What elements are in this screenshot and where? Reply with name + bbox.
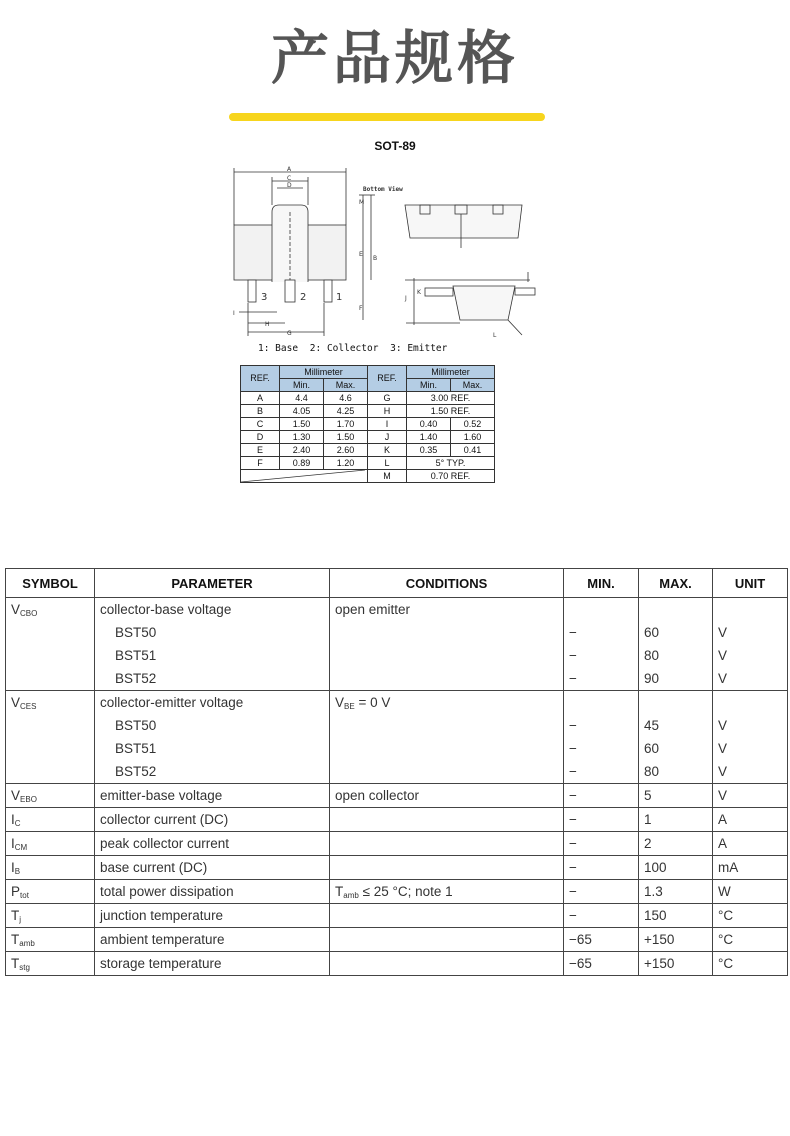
dim-max-cell: 1.20 xyxy=(324,457,368,470)
parameter-cell: emitter-base voltage xyxy=(95,784,330,808)
pin-legend-emitter: 3: Emitter xyxy=(390,343,448,354)
conditions-cell xyxy=(330,691,564,715)
spec-row xyxy=(6,621,788,644)
dim-min-cell: 1.30 xyxy=(280,431,324,444)
parameter-cell: collector current (DC) xyxy=(95,808,330,832)
dim-ref-cell: H xyxy=(368,405,407,418)
spec-row xyxy=(6,784,788,808)
max-cell xyxy=(639,691,713,715)
conditions-header: CONDITIONS xyxy=(330,569,564,598)
dim-row xyxy=(241,470,495,483)
symbol-letter: I xyxy=(11,811,15,827)
pin-number-1: 1 xyxy=(336,292,343,303)
spec-row xyxy=(6,691,788,715)
dim-ref-cell: B xyxy=(241,405,280,418)
dim-ref-header: REF. xyxy=(241,366,280,392)
dim-unit-header: Millimeter xyxy=(280,366,368,379)
max-cell: 5 xyxy=(639,784,713,808)
symbol-subscript: EBO xyxy=(20,794,37,804)
min-cell xyxy=(564,691,639,715)
parameter-cell: junction temperature xyxy=(95,904,330,928)
parameter-cell: ambient temperature xyxy=(95,928,330,952)
pin-legend-collector: 2: Collector xyxy=(309,343,379,354)
unit-header: UNIT xyxy=(713,569,788,598)
dim-value-cell: 3.00 REF. xyxy=(407,392,495,405)
conditions-cell xyxy=(330,928,564,952)
min-cell: − xyxy=(564,832,639,856)
dim-ref-cell: M xyxy=(368,470,407,483)
dim-min-cell: 4.05 xyxy=(280,405,324,418)
pin-legend xyxy=(258,343,453,354)
package-outline-drawing xyxy=(225,160,545,345)
parameter-cell: BST52 xyxy=(95,667,330,691)
spec-row xyxy=(6,714,788,737)
unit-cell: V xyxy=(713,644,788,667)
min-cell: −65 xyxy=(564,952,639,976)
dim-min-cell: 0.89 xyxy=(280,457,324,470)
max-cell: 1 xyxy=(639,808,713,832)
condition-text: V xyxy=(335,694,345,710)
max-cell: 90 xyxy=(639,667,713,691)
symbol-cell xyxy=(6,808,95,832)
unit-cell xyxy=(713,691,788,715)
parameter-cell: peak collector current xyxy=(95,832,330,856)
dim-max-header: Max. xyxy=(324,379,368,392)
unit-cell: V xyxy=(713,737,788,760)
symbol-cell xyxy=(6,880,95,904)
dim-letter-c: C xyxy=(287,175,292,182)
unit-cell: V xyxy=(713,714,788,737)
dim-max-cell: 1.70 xyxy=(324,418,368,431)
dim-max-cell: 1.50 xyxy=(324,431,368,444)
dim-ref-cell: E xyxy=(241,444,280,457)
conditions-cell xyxy=(330,856,564,880)
dim-letter-i: I xyxy=(233,310,235,317)
condition-subscript: amb xyxy=(343,890,359,900)
spec-row xyxy=(6,760,788,784)
dim-row xyxy=(241,444,495,457)
symbol-letter: T xyxy=(11,931,20,947)
pin-legend-base: 1: Base xyxy=(258,343,299,354)
max-cell: 100 xyxy=(639,856,713,880)
unit-cell: V xyxy=(713,760,788,784)
dim-min-cell: 0.40 xyxy=(407,418,451,431)
parameter-cell: BST51 xyxy=(95,644,330,667)
conditions-cell xyxy=(330,784,564,808)
parameter-cell: BST50 xyxy=(95,621,330,644)
min-cell: − xyxy=(564,856,639,880)
dim-min-header: Min. xyxy=(280,379,324,392)
min-cell: − xyxy=(564,621,639,644)
symbol-cell xyxy=(6,691,95,715)
bottom-view-label: Bottom View xyxy=(363,186,403,193)
dim-letter-f: F xyxy=(359,305,363,312)
max-cell: 2 xyxy=(639,832,713,856)
unit-cell: A xyxy=(713,808,788,832)
symbol-subscript: B xyxy=(14,866,21,876)
min-cell: − xyxy=(564,904,639,928)
dim-blank-cell xyxy=(241,470,368,483)
dim-min-header: Min. xyxy=(407,379,451,392)
spec-row xyxy=(6,644,788,667)
dim-max-header: Max. xyxy=(451,379,495,392)
symbol-subscript: amb xyxy=(19,938,35,948)
min-cell: − xyxy=(564,644,639,667)
parameter-cell: collector-emitter voltage xyxy=(95,691,330,715)
max-cell: 60 xyxy=(639,737,713,760)
min-cell: − xyxy=(564,784,639,808)
symbol-subscript: j xyxy=(19,914,22,924)
dim-letter-l: L xyxy=(493,332,497,339)
symbol-cell xyxy=(6,644,95,667)
parameter-cell: storage temperature xyxy=(95,952,330,976)
dim-min-cell: 0.35 xyxy=(407,444,451,457)
unit-cell: V xyxy=(713,667,788,691)
dim-ref-cell: C xyxy=(241,418,280,431)
symbol-subscript: CBO xyxy=(20,608,38,618)
dim-ref-cell: A xyxy=(241,392,280,405)
symbol-letter: I xyxy=(11,835,15,851)
spec-row xyxy=(6,808,788,832)
symbol-letter: V xyxy=(11,601,21,617)
min-cell: − xyxy=(564,667,639,691)
condition-rest: = 0 V xyxy=(354,694,391,710)
dim-letter-a: A xyxy=(287,166,292,173)
min-cell: − xyxy=(564,760,639,784)
conditions-cell xyxy=(330,621,564,644)
condition-text: open emitter xyxy=(335,601,411,617)
max-cell: +150 xyxy=(639,952,713,976)
symbol-subscript: stg xyxy=(19,962,30,972)
dim-ref-cell: J xyxy=(368,431,407,444)
symbol-cell xyxy=(6,784,95,808)
dim-letter-d: D xyxy=(287,182,292,189)
conditions-cell xyxy=(330,667,564,691)
conditions-cell xyxy=(330,952,564,976)
symbol-subscript: CM xyxy=(14,842,28,852)
dim-min-cell: 4.4 xyxy=(280,392,324,405)
spec-row xyxy=(6,928,788,952)
dim-letter-k: K xyxy=(417,289,421,296)
symbol-letter: T xyxy=(11,907,20,923)
condition-text: open collector xyxy=(335,787,420,803)
parameter-cell: base current (DC) xyxy=(95,856,330,880)
conditions-cell xyxy=(330,644,564,667)
symbol-cell xyxy=(6,621,95,644)
max-cell: 1.3 xyxy=(639,880,713,904)
dim-letter-m: M xyxy=(359,199,365,206)
dim-row xyxy=(241,405,495,418)
condition-text: T xyxy=(335,883,344,899)
symbol-cell xyxy=(6,737,95,760)
dim-value-cell: 5° TYP. xyxy=(407,457,495,470)
dim-row xyxy=(241,392,495,405)
symbol-subscript: C xyxy=(14,818,21,828)
min-header: MIN. xyxy=(564,569,639,598)
package-title: SOT-89 xyxy=(374,139,416,153)
conditions-cell xyxy=(330,832,564,856)
dim-row xyxy=(241,418,495,431)
symbol-letter: P xyxy=(11,883,21,899)
symbol-cell xyxy=(6,667,95,691)
conditions-cell xyxy=(330,714,564,737)
spec-row xyxy=(6,904,788,928)
title-underline xyxy=(229,113,545,121)
conditions-cell xyxy=(330,904,564,928)
spec-row xyxy=(6,880,788,904)
parameter-cell: collector-base voltage xyxy=(95,598,330,622)
min-cell xyxy=(564,598,639,622)
spec-table xyxy=(5,568,788,976)
dim-max-cell: 0.52 xyxy=(451,418,495,431)
max-header: MAX. xyxy=(639,569,713,598)
conditions-cell xyxy=(330,760,564,784)
symbol-cell xyxy=(6,760,95,784)
conditions-cell xyxy=(330,598,564,622)
max-cell: 150 xyxy=(639,904,713,928)
dim-letter-h: H xyxy=(265,321,270,328)
symbol-letter: T xyxy=(11,955,20,971)
dim-min-cell: 1.40 xyxy=(407,431,451,444)
unit-cell: °C xyxy=(713,928,788,952)
unit-cell xyxy=(713,598,788,622)
symbol-subscript: tot xyxy=(20,890,29,900)
dim-ref-cell: G xyxy=(368,392,407,405)
parameter-cell: BST50 xyxy=(95,714,330,737)
dim-value-cell: 1.50 REF. xyxy=(407,405,495,418)
max-cell xyxy=(639,598,713,622)
condition-rest: ≤ 25 °C; note 1 xyxy=(358,883,453,899)
dim-ref-cell: I xyxy=(368,418,407,431)
conditions-cell xyxy=(330,737,564,760)
dim-letter-g: G xyxy=(287,330,292,337)
conditions-cell xyxy=(330,808,564,832)
dim-letter-b: B xyxy=(373,255,378,262)
min-cell: − xyxy=(564,808,639,832)
max-cell: 80 xyxy=(639,644,713,667)
symbol-cell xyxy=(6,928,95,952)
page-title: 产品规格 xyxy=(270,24,519,92)
parameter-cell: BST52 xyxy=(95,760,330,784)
min-cell: −65 xyxy=(564,928,639,952)
max-cell: 45 xyxy=(639,714,713,737)
parameter-cell: BST51 xyxy=(95,737,330,760)
spec-row xyxy=(6,737,788,760)
spec-row xyxy=(6,667,788,691)
dim-row xyxy=(241,431,495,444)
max-cell: 60 xyxy=(639,621,713,644)
min-cell: − xyxy=(564,880,639,904)
dim-max-cell: 2.60 xyxy=(324,444,368,457)
spec-row xyxy=(6,856,788,880)
unit-cell: V xyxy=(713,784,788,808)
pin-number-3: 3 xyxy=(261,292,268,303)
symbol-cell xyxy=(6,832,95,856)
unit-cell: V xyxy=(713,621,788,644)
spec-row xyxy=(6,832,788,856)
dim-max-cell: 4.6 xyxy=(324,392,368,405)
symbol-letter: I xyxy=(11,859,15,875)
symbol-cell xyxy=(6,904,95,928)
parameter-cell: total power dissipation xyxy=(95,880,330,904)
symbol-subscript: CES xyxy=(20,701,37,711)
unit-cell: A xyxy=(713,832,788,856)
blank-slash xyxy=(241,470,365,482)
max-cell: 80 xyxy=(639,760,713,784)
symbol-cell xyxy=(6,952,95,976)
dim-ref-cell: D xyxy=(241,431,280,444)
spec-row xyxy=(6,952,788,976)
dim-ref-cell: F xyxy=(241,457,280,470)
unit-cell: W xyxy=(713,880,788,904)
min-cell: − xyxy=(564,737,639,760)
dim-value-cell: 0.70 REF. xyxy=(407,470,495,483)
symbol-letter: V xyxy=(11,787,21,803)
condition-subscript: BE xyxy=(344,701,355,711)
parameter-header: PARAMETER xyxy=(95,569,330,598)
dimension-table xyxy=(240,365,495,483)
dim-letter-e: E xyxy=(359,251,363,258)
dim-max-cell: 4.25 xyxy=(324,405,368,418)
min-cell: − xyxy=(564,714,639,737)
unit-cell: mA xyxy=(713,856,788,880)
pin-number-2: 2 xyxy=(300,292,307,303)
dim-min-cell: 1.50 xyxy=(280,418,324,431)
symbol-header: SYMBOL xyxy=(6,569,95,598)
conditions-cell xyxy=(330,880,564,904)
symbol-cell xyxy=(6,598,95,622)
dim-ref-cell: K xyxy=(368,444,407,457)
max-cell: +150 xyxy=(639,928,713,952)
symbol-letter: V xyxy=(11,694,21,710)
dim-max-cell: 1.60 xyxy=(451,431,495,444)
dim-min-cell: 2.40 xyxy=(280,444,324,457)
unit-cell: °C xyxy=(713,952,788,976)
symbol-cell xyxy=(6,856,95,880)
dim-ref-cell: L xyxy=(368,457,407,470)
dim-ref-header: REF. xyxy=(368,366,407,392)
dim-max-cell: 0.41 xyxy=(451,444,495,457)
spec-row xyxy=(6,598,788,622)
unit-cell: °C xyxy=(713,904,788,928)
symbol-cell xyxy=(6,714,95,737)
dim-row xyxy=(241,457,495,470)
dim-letter-j: J xyxy=(405,295,407,302)
dim-unit-header: Millimeter xyxy=(407,366,495,379)
